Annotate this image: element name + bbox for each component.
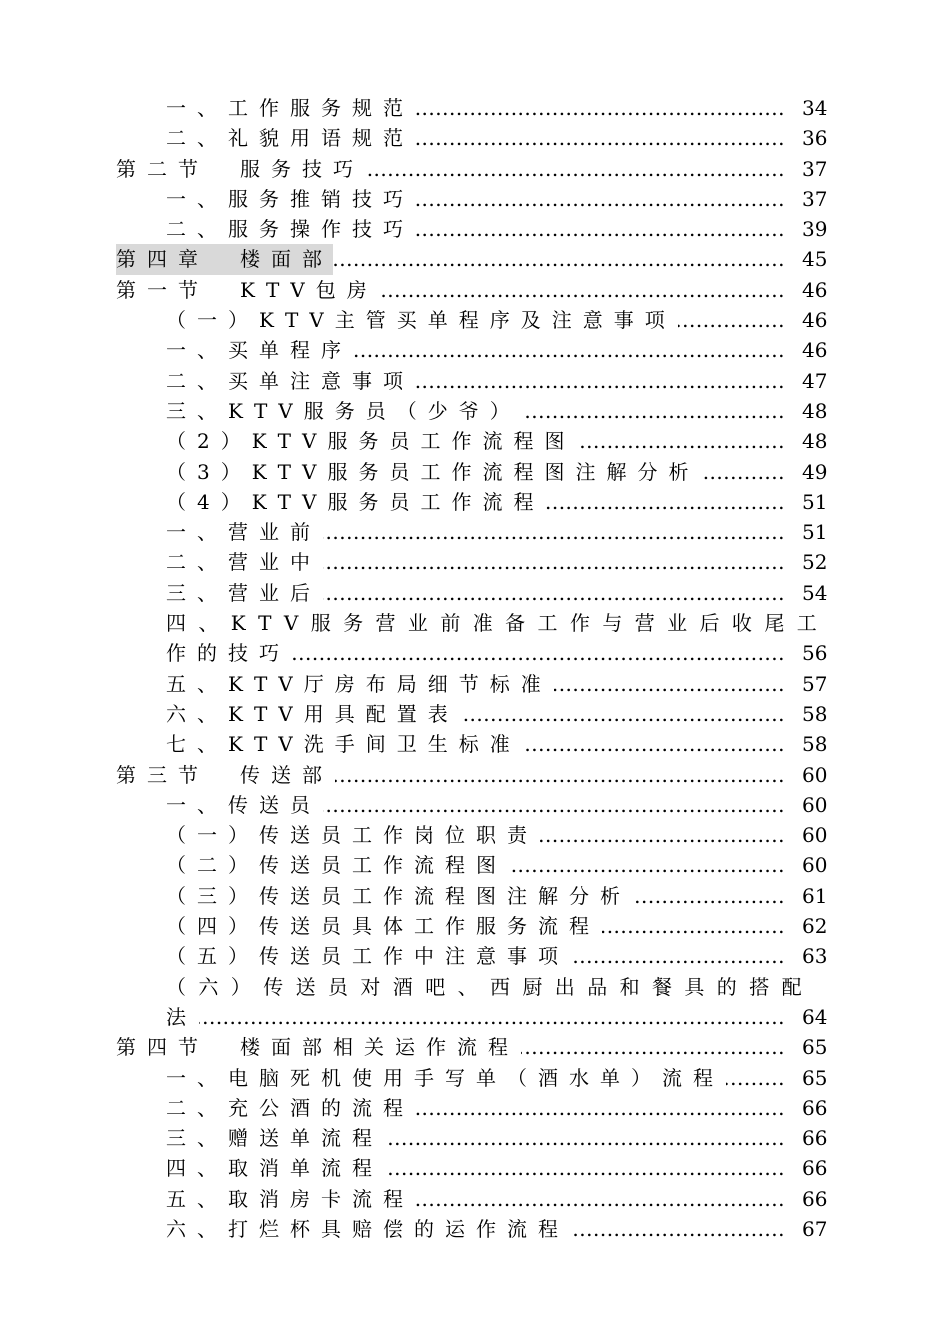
toc-entry[interactable] <box>0 335 950 365</box>
toc-entry-title: （六）传送员对酒吧、西厨出品和餐具的搭配 <box>166 972 826 1002</box>
toc-entry[interactable] <box>0 941 950 971</box>
toc-entry-page-number: 39 <box>802 217 828 242</box>
toc-entry[interactable] <box>0 457 950 487</box>
toc-entry[interactable] <box>0 820 950 850</box>
toc-entry-title: （四）传送员具体工作服务流程 <box>166 911 602 941</box>
toc-entry-title: 四、KTV服务营业前准备工作与营业后收尾工 <box>166 608 826 638</box>
dot-leader <box>554 669 785 699</box>
toc-entry-page-number: 63 <box>802 944 828 969</box>
toc-entry[interactable] <box>0 214 950 244</box>
dot-leader <box>509 850 785 880</box>
dot-leader <box>571 1214 785 1244</box>
toc-entry-title: 七、KTV洗手间卫生标准 <box>166 729 523 759</box>
toc-entry[interactable] <box>0 1093 950 1123</box>
dot-leader <box>416 184 785 214</box>
toc-entry-title: 二、充公酒的流程 <box>166 1093 416 1123</box>
dot-leader <box>416 366 785 396</box>
toc-entry-page-number: 66 <box>802 1186 828 1211</box>
toc-entry-title: （2）KTV服务员工作流程图 <box>166 426 577 456</box>
toc-entry-page-number: 37 <box>802 186 828 211</box>
toc-entry-title: 五、取消房卡流程 <box>166 1184 416 1214</box>
toc-entry-title: 一、传送员 <box>166 790 323 820</box>
dot-leader <box>461 699 785 729</box>
toc-entry-title: 二、服务操作技巧 <box>166 214 416 244</box>
toc-entry-title: 作的技巧 <box>166 638 292 668</box>
dot-leader <box>416 1093 785 1123</box>
dot-leader <box>523 729 785 759</box>
toc-entry-title: 第二节 服务技巧 <box>116 154 366 184</box>
toc-entry-title: 四、取消单流程 <box>166 1153 385 1183</box>
toc-entry-page-number: 34 <box>802 96 828 120</box>
toc-entry-page-number: 45 <box>802 247 828 272</box>
dot-leader <box>292 638 785 668</box>
toc-entry-title: 三、营业后 <box>166 578 323 608</box>
toc-entry-title: 一、服务推销技巧 <box>166 184 416 214</box>
toc-entry-title: 一、营业前 <box>166 517 323 547</box>
toc-entry[interactable] <box>0 487 950 517</box>
toc-entry[interactable] <box>0 1063 950 1093</box>
dot-leader <box>380 275 785 305</box>
toc-entry[interactable] <box>0 669 950 699</box>
table-of-contents <box>0 93 950 1244</box>
toc-entry-page-number: 37 <box>802 156 828 181</box>
toc-entry-title: 第四章 楼面部 <box>116 244 333 274</box>
dot-leader <box>385 1153 785 1183</box>
toc-entry-title: 一、电脑死机使用手写单（酒水单）流程 <box>166 1063 726 1093</box>
toc-entry-page-number: 60 <box>802 853 828 878</box>
dot-leader <box>199 1002 785 1032</box>
dot-leader <box>323 578 785 608</box>
dot-leader <box>602 911 785 941</box>
toc-entry-title: （一）传送员工作岗位职责 <box>166 820 540 850</box>
toc-entry[interactable] <box>0 608 950 638</box>
toc-entry-page-number: 64 <box>802 1004 828 1029</box>
toc-entry-title: （3）KTV服务员工作流程图注解分析 <box>166 457 701 487</box>
toc-entry[interactable] <box>0 760 950 790</box>
toc-entry-page-number: 65 <box>802 1035 828 1060</box>
dot-leader <box>416 214 785 244</box>
toc-entry-page-number: 36 <box>802 126 828 151</box>
toc-entry-page-number: 46 <box>802 338 828 363</box>
dot-leader <box>577 426 785 456</box>
toc-entry-page-number: 66 <box>802 1095 828 1120</box>
toc-entry-page-number: 56 <box>802 641 828 666</box>
toc-entry[interactable] <box>0 1214 950 1244</box>
dot-leader <box>571 941 785 971</box>
dot-leader <box>323 547 785 577</box>
toc-entry-page-number: 51 <box>802 489 828 514</box>
toc-entry-page-number: 61 <box>802 883 828 908</box>
toc-entry-page-number: 46 <box>802 277 828 302</box>
toc-entry-title: 三、KTV服务员（少爷） <box>166 396 523 426</box>
toc-entry-page-number: 46 <box>802 308 828 333</box>
toc-entry-page-number: 51 <box>802 520 828 545</box>
toc-entry-title: （一）KTV主管买单程序及注意事项 <box>166 305 678 335</box>
toc-entry[interactable] <box>0 972 950 1002</box>
toc-entry[interactable] <box>0 93 950 123</box>
toc-entry[interactable] <box>0 699 950 729</box>
dot-leader <box>521 1032 785 1062</box>
toc-entry-page-number: 58 <box>802 732 828 757</box>
toc-entry[interactable] <box>0 1123 950 1153</box>
toc-entry-title: 二、买单注意事项 <box>166 366 416 396</box>
toc-entry[interactable] <box>0 184 950 214</box>
toc-entry[interactable] <box>0 1002 950 1032</box>
dot-leader <box>546 487 785 517</box>
toc-entry-title: 第三节 传送部 <box>116 760 335 790</box>
dot-leader <box>335 760 785 790</box>
toc-entry-title: 三、赠送单流程 <box>166 1123 385 1153</box>
toc-entry-page-number: 60 <box>802 762 828 787</box>
dot-leader <box>323 790 785 820</box>
toc-entry[interactable] <box>0 305 950 335</box>
toc-entry-page-number: 60 <box>802 823 828 848</box>
toc-entry-page-number: 57 <box>802 671 828 696</box>
toc-entry[interactable] <box>0 366 950 396</box>
toc-entry[interactable] <box>0 850 950 880</box>
toc-entry-title: 一、买单程序 <box>166 335 354 365</box>
toc-entry[interactable] <box>0 790 950 820</box>
toc-entry-title: （二）传送员工作流程图 <box>166 850 509 880</box>
toc-entry[interactable] <box>0 244 950 274</box>
toc-entry[interactable] <box>0 729 950 759</box>
dot-leader <box>540 820 785 850</box>
toc-entry-title: 一、工作服务规范 <box>166 93 416 123</box>
toc-entry[interactable] <box>0 517 950 547</box>
toc-entry[interactable] <box>0 275 950 305</box>
toc-entry-page-number: 52 <box>802 550 828 575</box>
toc-entry-title: 第一节 KTV包房 <box>116 275 380 305</box>
toc-entry[interactable] <box>0 638 950 668</box>
toc-entry-page-number: 49 <box>802 459 828 484</box>
toc-entry-title: 第四节 楼面部相关运作流程 <box>116 1032 521 1062</box>
toc-entry-page-number: 60 <box>802 792 828 817</box>
toc-entry[interactable] <box>0 1184 950 1214</box>
toc-entry-title: 六、打烂杯具赔偿的运作流程 <box>166 1214 571 1244</box>
toc-entry-title: 二、礼貌用语规范 <box>166 123 416 153</box>
toc-entry-page-number: 62 <box>802 914 828 939</box>
toc-entry-page-number: 54 <box>802 580 828 605</box>
toc-entry[interactable] <box>0 123 950 153</box>
toc-entry-page-number: 48 <box>802 429 828 454</box>
dot-leader <box>726 1063 785 1093</box>
toc-entry-page-number: 58 <box>802 701 828 726</box>
dot-leader <box>354 335 785 365</box>
toc-entry[interactable] <box>0 911 950 941</box>
dot-leader <box>333 244 785 274</box>
toc-entry-title: 二、营业中 <box>166 547 323 577</box>
toc-entry-page-number: 66 <box>802 1126 828 1151</box>
toc-entry-page-number: 47 <box>802 368 828 393</box>
toc-entry[interactable] <box>0 547 950 577</box>
dot-leader <box>633 881 785 911</box>
toc-entry-page-number: 66 <box>802 1156 828 1181</box>
dot-leader <box>366 154 785 184</box>
toc-entry-title: （4）KTV服务员工作流程 <box>166 487 546 517</box>
toc-entry[interactable] <box>0 1032 950 1062</box>
toc-entry[interactable] <box>0 396 950 426</box>
toc-entry[interactable] <box>0 154 950 184</box>
toc-entry[interactable] <box>0 578 950 608</box>
toc-entry-title: 五、KTV厅房布局细节标准 <box>166 669 554 699</box>
toc-entry-title: （三）传送员工作流程图注解分析 <box>166 881 633 911</box>
dot-leader <box>416 123 785 153</box>
toc-entry-page-number: 67 <box>802 1216 828 1241</box>
dot-leader <box>323 517 785 547</box>
toc-entry-title: 六、KTV用具配置表 <box>166 699 461 729</box>
toc-entry[interactable] <box>0 881 950 911</box>
toc-entry-page-number: 65 <box>802 1065 828 1090</box>
dot-leader <box>701 457 785 487</box>
toc-entry-title: （五）传送员工作中注意事项 <box>166 941 571 971</box>
toc-entry-page-number: 48 <box>802 398 828 423</box>
dot-leader <box>416 1184 785 1214</box>
toc-entry[interactable] <box>0 1153 950 1183</box>
dot-leader <box>385 1123 785 1153</box>
dot-leader <box>416 93 785 123</box>
toc-entry-title: 法 <box>166 1002 199 1032</box>
dot-leader <box>523 396 785 426</box>
dot-leader <box>678 305 785 335</box>
toc-entry[interactable] <box>0 426 950 456</box>
